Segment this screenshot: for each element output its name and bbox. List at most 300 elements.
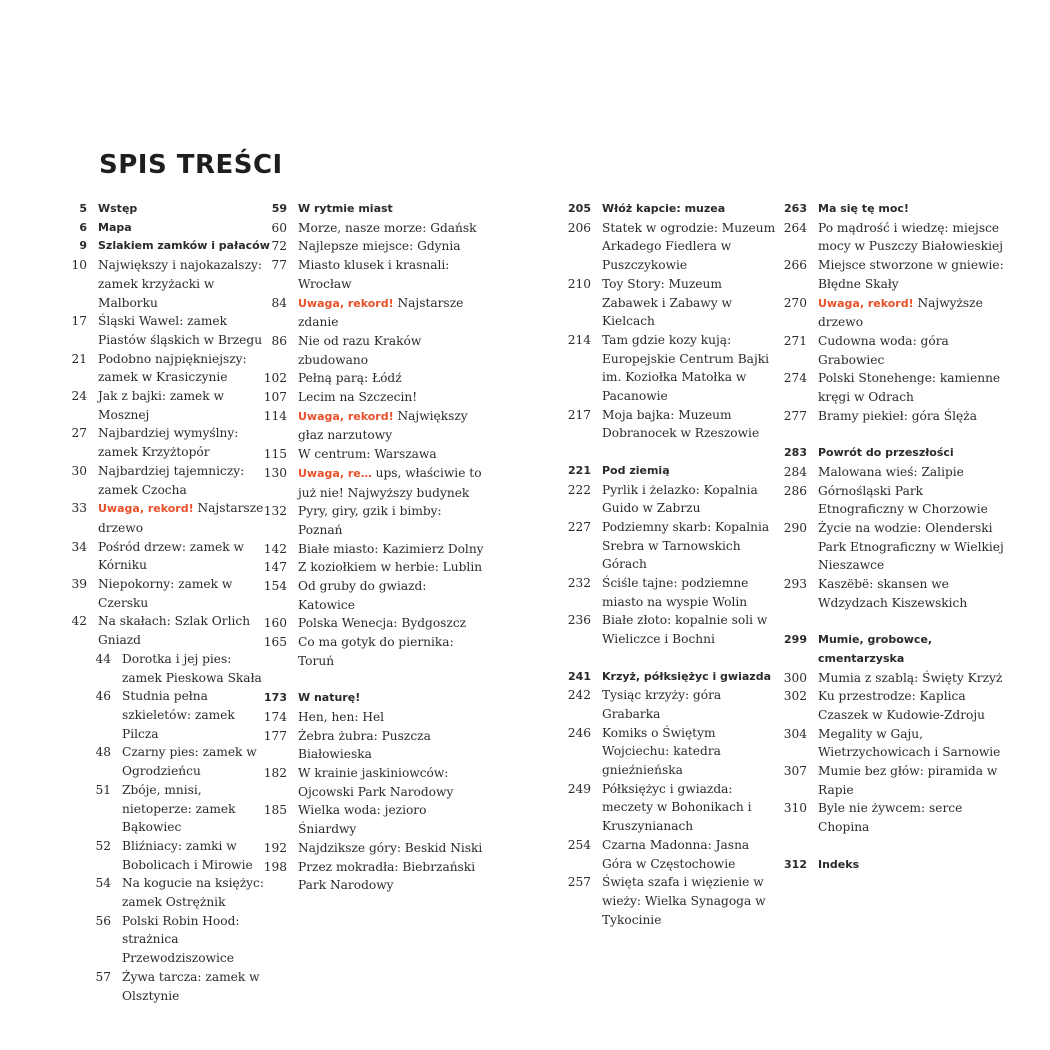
entry-text: Od gruby do gwiazd: Katowice: [298, 579, 427, 612]
page-number: 310: [783, 801, 807, 816]
toc-entry[interactable]: [62, 350, 272, 387]
entry-title: [818, 482, 1004, 519]
entry-title: [602, 668, 781, 687]
toc-entry[interactable]: [262, 839, 484, 858]
toc-entry[interactable]: [566, 724, 781, 780]
page-number: 302: [783, 689, 807, 704]
entry-title: [122, 837, 272, 874]
toc-entry[interactable]: [62, 650, 272, 687]
toc-section-heading[interactable]: [62, 200, 272, 219]
page-number: 300: [783, 670, 807, 685]
toc-entry[interactable]: [262, 633, 484, 670]
record-highlight: Uwaga, re…: [298, 466, 372, 480]
page-number: 60: [271, 220, 287, 235]
entry-text: Kaszëbë: skansen we Wdzydzach Kiszewskich: [818, 577, 968, 610]
page-number: 30: [71, 463, 87, 478]
entry-text: Górnośląski Park Etnograficzny w Chorzowie: [818, 483, 988, 517]
entry-title: [98, 237, 272, 256]
entry-text: Wielka woda: jezioro Śniardwy: [298, 803, 427, 837]
page-number: 160: [263, 616, 287, 631]
section-gap: [782, 837, 1004, 856]
page-number: 210: [567, 276, 591, 291]
entry-title: [602, 611, 781, 648]
toc-entry[interactable]: [566, 574, 781, 611]
toc-section-heading[interactable]: [566, 668, 781, 687]
toc-entry[interactable]: [782, 575, 1004, 612]
entry-title: [818, 219, 1004, 256]
entry-title: [298, 801, 484, 838]
page-number: 263: [784, 202, 807, 215]
entry-title: [298, 689, 484, 708]
entry-text: Mumie bez głów: piramida w Rapie: [818, 764, 998, 797]
toc-section-heading[interactable]: [782, 856, 1004, 875]
toc-entry[interactable]: [782, 519, 1004, 575]
entry-title: [122, 650, 272, 687]
toc-entry[interactable]: [566, 873, 781, 929]
page-number: 27: [71, 426, 87, 441]
page-number: 185: [263, 803, 287, 818]
page-number: 84: [271, 295, 287, 310]
toc-entry[interactable]: [262, 558, 484, 577]
page-number: 33: [71, 501, 87, 516]
entry-title: [298, 332, 484, 369]
entry-title: [122, 781, 272, 837]
page-number: 56: [95, 913, 111, 928]
toc-entry[interactable]: [566, 611, 781, 648]
entry-title: [818, 519, 1004, 575]
entry-title: [818, 799, 1004, 836]
entry-text: Najlepsze miejsce: Gdynia: [298, 239, 461, 254]
toc-entry[interactable]: [566, 275, 781, 331]
entry-title: [122, 968, 272, 1005]
page-number: 174: [263, 709, 287, 724]
toc-entry[interactable]: [262, 708, 484, 727]
toc-entry[interactable]: [62, 387, 272, 424]
page-number: 270: [783, 295, 807, 310]
toc-entry[interactable]: [262, 332, 484, 369]
entry-text: Miejsce stworzone w gniewie: Błędne Skały: [818, 258, 1004, 291]
section-gap: [566, 649, 781, 668]
toc-entry[interactable]: [62, 874, 272, 911]
entry-title: [298, 727, 484, 764]
page-number: 39: [71, 577, 87, 592]
toc-entry[interactable]: [262, 801, 484, 838]
entry-title: [818, 407, 1004, 426]
entry-text: Zbóje, mnisi, nietoperze: zamek Bąkowiec: [122, 782, 236, 835]
toc-section-heading[interactable]: [782, 200, 1004, 219]
entry-text: Miasto klusek i krasnali: Wrocław: [298, 258, 450, 291]
entry-text: Po mądrość i wiedzę: miejsce mocy w Puszczy Białowieskiej: [818, 220, 1003, 254]
entry-title: [98, 387, 272, 424]
page-number: 114: [263, 408, 287, 423]
page-number: 221: [568, 463, 591, 477]
entry-text: Największy i najokazalszy: zamek krzyżacki w Malborku: [98, 258, 262, 310]
toc-entry[interactable]: [262, 369, 484, 388]
entry-title: [602, 462, 781, 481]
toc-entry[interactable]: [566, 686, 781, 723]
page-title: SPIS TREŚCI: [99, 150, 283, 180]
page-number: 242: [567, 688, 591, 703]
entry-text: Toy Story: Muzeum Zabawek i Zabawy w Kielcach: [602, 276, 732, 329]
entry-text: Mapa: [98, 220, 132, 234]
entry-text: Malowana wieś: Zalipie: [818, 464, 964, 479]
page-number: 198: [263, 859, 287, 874]
page-number: 59: [271, 202, 287, 215]
page-number: 236: [567, 613, 591, 628]
toc-entry[interactable]: [62, 538, 272, 575]
toc-column-3: [566, 200, 781, 929]
entry-text: Najbardziej tajemniczy: zamek Czocha: [98, 463, 245, 497]
toc-section-heading[interactable]: [62, 219, 272, 238]
page-number: 177: [263, 728, 287, 743]
toc-entry[interactable]: [62, 612, 272, 649]
entry-title: [602, 275, 781, 331]
entry-text: Półksiężyc i gwiazda: meczety w Bohonikach i Kruszynianach: [602, 781, 752, 834]
entry-text: Powrót do przeszłości: [818, 446, 954, 460]
entry-text: Statek w ogrodzie: Muzeum Arkadego Fiedlera w Puszczykowie: [602, 220, 776, 273]
entry-title: [98, 256, 272, 312]
page-number: 24: [71, 389, 87, 404]
page-number: 132: [263, 504, 287, 519]
page-number: 154: [263, 579, 287, 594]
page-number: 42: [71, 614, 87, 629]
toc-entry[interactable]: [62, 968, 272, 1005]
page-number: 57: [95, 969, 111, 984]
entry-text: W centrum: Warszawa: [298, 447, 437, 462]
entry-text: Na kogucie na księżyc: zamek Ostrężnik: [122, 876, 264, 910]
toc-entry[interactable]: [62, 687, 272, 743]
toc-entry[interactable]: [62, 912, 272, 968]
page-number: 115: [263, 447, 287, 462]
toc-entry[interactable]: [262, 294, 484, 332]
page-number: 277: [783, 408, 807, 423]
entry-title: [602, 481, 781, 518]
entry-text: Na skałach: Szlak Orlich Gniazd: [98, 614, 251, 648]
entry-text: Żebra żubra: Puszcza Białowieska: [298, 728, 431, 762]
toc-entry[interactable]: [62, 462, 272, 499]
entry-title: [602, 200, 781, 219]
toc-entry[interactable]: [62, 743, 272, 780]
entry-text: Przez mokradła: Biebrzański Park Narodowy: [298, 859, 476, 893]
entry-title: [98, 499, 272, 537]
entry-text: Moja bajka: Muzeum Dobranocek w Rzeszowie: [602, 407, 760, 441]
entry-title: [298, 633, 484, 670]
toc-entry[interactable]: [262, 445, 484, 464]
entry-text: Polska Wenecja: Bydgoszcz: [298, 616, 467, 631]
toc-entry[interactable]: [62, 837, 272, 874]
page-number: 9: [79, 239, 87, 253]
entry-title: [98, 575, 272, 612]
entry-text: Indeks: [818, 857, 860, 871]
page-number: 254: [567, 837, 591, 852]
entry-title: [298, 464, 484, 502]
toc-entry[interactable]: [62, 256, 272, 312]
toc-section-heading[interactable]: [566, 462, 781, 481]
toc-entry[interactable]: [782, 369, 1004, 406]
page-number: 48: [95, 745, 111, 760]
entry-text: Podziemny skarb: Kopalnia Srebra w Tarnowskich Górach: [602, 519, 770, 572]
toc-entry[interactable]: [782, 799, 1004, 836]
toc-section-heading[interactable]: [262, 689, 484, 708]
toc-entry[interactable]: [782, 762, 1004, 799]
entry-title: [98, 612, 272, 649]
page-number: 290: [783, 520, 807, 535]
page-number: 44: [95, 651, 111, 666]
page-number: 227: [567, 519, 591, 534]
page-number: 142: [263, 541, 287, 556]
toc-entry[interactable]: [262, 727, 484, 764]
page-number: 266: [783, 258, 807, 273]
entry-text: Tysiąc krzyży: góra Grabarka: [602, 688, 722, 721]
entry-title: [122, 874, 272, 911]
entry-title: [818, 669, 1004, 688]
toc-entry[interactable]: [566, 331, 781, 406]
entry-text: W rytmie miast: [298, 202, 393, 215]
entry-text: Bliźniacy: zamki w Bobolicach i Mirowie: [122, 838, 253, 872]
page-number: 222: [567, 482, 591, 497]
toc-entry[interactable]: [262, 577, 484, 614]
entry-title: [818, 444, 1004, 463]
entry-text: Megality w Gaju, Wietrzychowicach i Sarnowie: [818, 726, 1001, 760]
page-number: 51: [95, 782, 111, 797]
page-number: 293: [783, 577, 807, 592]
toc-entry[interactable]: [262, 764, 484, 801]
entry-text: Cudowna woda: góra Grabowiec: [818, 333, 949, 367]
entry-title: [298, 577, 484, 614]
toc-entry[interactable]: [262, 256, 484, 293]
entry-text: Morze, nasze morze: Gdańsk: [298, 220, 477, 235]
page-number: 232: [567, 576, 591, 591]
page-number: 274: [783, 371, 807, 386]
entry-text: Krzyż, półksiężyc i gwiazda: [602, 669, 771, 683]
section-gap: [782, 612, 1004, 631]
toc-entry[interactable]: [566, 836, 781, 873]
entry-title: [98, 350, 272, 387]
entry-title: [818, 332, 1004, 369]
entry-title: [298, 614, 484, 633]
entry-text: Byle nie żywcem: serce Chopina: [818, 801, 963, 835]
page-number: 286: [783, 483, 807, 498]
page-number: 271: [783, 333, 807, 348]
entry-text: Nie od razu Kraków zbudowano: [298, 333, 422, 367]
toc-entry[interactable]: [782, 256, 1004, 293]
entry-text: Tam gdzie kozy kują: Europejskie Centrum Bajki im. Koziołka Matołka w Pacanowie: [602, 332, 770, 404]
entry-title: [818, 200, 1004, 219]
page-number: 312: [784, 857, 807, 871]
entry-title: [818, 725, 1004, 762]
toc-column-2: [262, 200, 484, 895]
entry-title: [298, 708, 484, 727]
entry-title: [298, 839, 484, 858]
entry-text: Dorotka i jej pies: zamek Pieskowa Skała: [122, 651, 262, 685]
toc-section-heading[interactable]: [262, 200, 484, 219]
page-number: 283: [784, 446, 807, 460]
page-number: 34: [71, 539, 87, 554]
toc-entry[interactable]: [262, 858, 484, 895]
entry-text: Jak z bajki: zamek w Mosznej: [98, 389, 224, 422]
toc-entry[interactable]: [62, 781, 272, 837]
page-number: 246: [567, 725, 591, 740]
toc-entry[interactable]: [62, 424, 272, 461]
page-number: 217: [567, 407, 591, 422]
entry-text: Studnia pełna szkieletów: zamek Pilcza: [122, 689, 235, 741]
page-number: 54: [95, 876, 111, 891]
toc-entry[interactable]: [782, 669, 1004, 688]
toc-entry[interactable]: [262, 407, 484, 445]
entry-title: [298, 237, 484, 256]
entry-text: Wstęp: [98, 202, 138, 215]
toc-section-heading[interactable]: [782, 631, 1004, 668]
page-number: 257: [567, 875, 591, 890]
entry-title: [98, 462, 272, 499]
toc-entry[interactable]: [262, 388, 484, 407]
page-number: 5: [79, 202, 87, 215]
toc-entry[interactable]: [566, 481, 781, 518]
entry-title: [602, 219, 781, 275]
toc-entry[interactable]: [782, 725, 1004, 762]
entry-text: Życie na wodzie: Olenderski Park Etnograficzny w Wielkiej Nieszawce: [818, 520, 1004, 573]
toc-entry[interactable]: [782, 482, 1004, 519]
entry-text: Szlakiem zamków i pałaców: [98, 239, 270, 253]
entry-title: [818, 294, 1004, 332]
entry-title: [298, 764, 484, 801]
toc-entry[interactable]: [782, 407, 1004, 426]
toc-entry[interactable]: [782, 294, 1004, 332]
section-gap: [782, 425, 1004, 444]
entry-title: [298, 369, 484, 388]
entry-text: Z koziołkiem w herbie: Lublin: [298, 560, 483, 575]
toc-entry[interactable]: [566, 780, 781, 836]
entry-title: [98, 538, 272, 575]
toc-entry[interactable]: [262, 540, 484, 559]
toc-entry[interactable]: [262, 614, 484, 633]
entry-text: Bramy piekieł: góra Ślęża: [818, 408, 977, 423]
entry-title: [298, 558, 484, 577]
record-highlight: Uwaga, rekord!: [298, 409, 394, 423]
toc-entry[interactable]: [262, 464, 484, 502]
entry-text: W krainie jaskiniowców: Ojcowski Park Narodowy: [298, 766, 454, 799]
page-number: 6: [79, 220, 87, 234]
entry-title: [818, 631, 1004, 668]
entry-title: [818, 856, 1004, 875]
entry-title: [98, 200, 272, 219]
toc-entry[interactable]: [782, 332, 1004, 369]
entry-title: [98, 424, 272, 461]
toc-entry[interactable]: [566, 518, 781, 574]
entry-text: Najwyższe drzewo: [818, 295, 983, 330]
entry-text: Pyry, giry, gzik i bimby: Poznań: [298, 504, 442, 537]
entry-text: Komiks o Świętym Wojciechu: katedra gnieźnieńska: [602, 725, 721, 778]
entry-text: Śląski Wawel: zamek Piastów śląskich w Brzegu: [98, 314, 263, 347]
entry-title: [602, 686, 781, 723]
entry-text: Białe złoto: kopalnie soli w Wieliczce i Bochni: [602, 613, 768, 647]
entry-title: [122, 687, 272, 743]
toc-entry[interactable]: [566, 219, 781, 275]
toc-column-1: [62, 200, 272, 1005]
toc-entry[interactable]: [782, 463, 1004, 482]
page-number: 52: [95, 838, 111, 853]
entry-title: [298, 388, 484, 407]
entry-title: [818, 575, 1004, 612]
entry-text: Żywa tarcza: zamek w Olsztynie: [122, 969, 260, 1003]
entry-text: Polski Stonehenge: kamienne kręgi w Odrach: [818, 371, 1001, 405]
toc-column-4: [782, 200, 1004, 874]
entry-title: [602, 574, 781, 611]
entry-title: [818, 762, 1004, 799]
toc-entry[interactable]: [262, 502, 484, 539]
toc-entry[interactable]: [262, 219, 484, 238]
entry-title: [602, 331, 781, 406]
entry-text: Najdziksze góry: Beskid Niski: [298, 840, 483, 855]
page-number: 284: [783, 464, 807, 479]
toc-entry[interactable]: [62, 499, 272, 537]
entry-text: Najbardziej wymyślny: zamek Krzyżtopór: [98, 426, 239, 460]
entry-title: [602, 780, 781, 836]
toc-entry[interactable]: [62, 575, 272, 612]
entry-title: [298, 294, 484, 332]
page-number: 165: [263, 635, 287, 650]
entry-text: Mumia z szablą: Święty Krzyż: [818, 670, 1003, 685]
section-gap: [566, 443, 781, 462]
entry-title: [298, 502, 484, 539]
record-highlight: Uwaga, rekord!: [298, 296, 394, 310]
toc-entry[interactable]: [782, 687, 1004, 724]
toc-entry[interactable]: [62, 312, 272, 349]
entry-title: [98, 312, 272, 349]
toc-entry[interactable]: [782, 219, 1004, 256]
entry-text: Podobno najpiękniejszy: zamek w Krasiczynie: [98, 351, 247, 385]
toc-section-heading[interactable]: [782, 444, 1004, 463]
page-number: 264: [783, 220, 807, 235]
entry-title: [818, 687, 1004, 724]
page-number: 173: [264, 691, 287, 705]
entry-text: Hen, hen: Hel: [298, 709, 385, 724]
page-number: 72: [271, 239, 287, 254]
entry-title: [602, 724, 781, 780]
entry-text: Największy głaz narzutowy: [298, 408, 468, 443]
page-number: 130: [263, 465, 287, 480]
entry-title: [602, 518, 781, 574]
page-number: 102: [263, 371, 287, 386]
entry-text: Czarny pies: zamek w Ogrodzieńcu: [122, 745, 257, 779]
entry-text: Najstarsze drzewo: [98, 501, 264, 535]
entry-title: [298, 858, 484, 895]
entry-text: Ku przestrodze: Kaplica Czaszek w Kudowie-Zdroju: [818, 689, 986, 722]
entry-text: Najstarsze zdanie: [298, 295, 464, 330]
entry-text: Ma się tę moc!: [818, 202, 909, 215]
entry-text: Ściśle tajne: podziemne miasto na wyspie Wolin: [602, 576, 749, 609]
entry-text: Niepokorny: zamek w Czersku: [98, 577, 233, 610]
record-highlight: Uwaga, rekord!: [818, 296, 914, 310]
entry-title: [602, 406, 781, 443]
page-number: 86: [271, 333, 287, 348]
page-number: 182: [263, 766, 287, 781]
page-number: 21: [71, 351, 87, 366]
entry-title: [298, 200, 484, 219]
page-number: 107: [263, 390, 287, 405]
page-number: 249: [567, 781, 591, 796]
entry-text: Pyrlik i żelazko: Kopalnia Guido w Zabrzu: [602, 482, 758, 516]
entry-title: [298, 256, 484, 293]
toc-section-heading[interactable]: [62, 237, 272, 256]
entry-text: Lecim na Szczecin!: [298, 390, 418, 405]
toc-entry[interactable]: [566, 406, 781, 443]
toc-section-heading[interactable]: [566, 200, 781, 219]
toc-entry[interactable]: [262, 237, 484, 256]
page-number: 304: [783, 726, 807, 741]
entry-title: [122, 743, 272, 780]
entry-title: [298, 219, 484, 238]
